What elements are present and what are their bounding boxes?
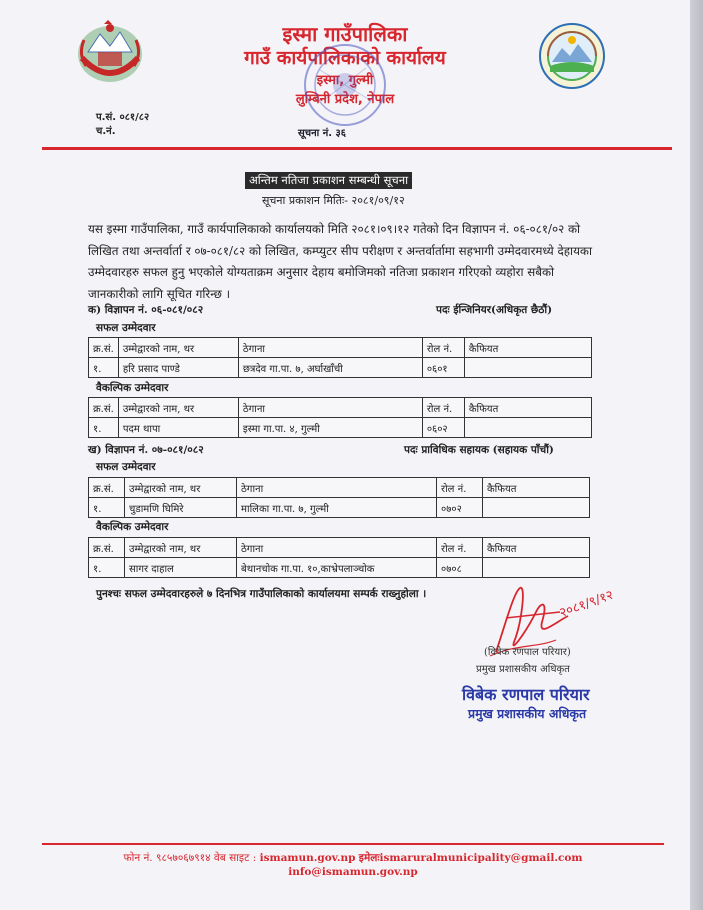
- official-stamp-icon: [300, 40, 390, 130]
- header-sn: क्र.सं.: [89, 338, 119, 358]
- header-roll: रोल नं.: [422, 338, 464, 358]
- dispatch-number: च.नं.: [96, 126, 116, 137]
- signatory-title: प्रमुख प्रशासकीय अधिकृत: [476, 664, 570, 675]
- cell-remarks: [464, 418, 591, 438]
- section-a-post: पदः ईन्जिनियर(अधिकृत छैठौं): [436, 304, 553, 316]
- header-roll: रोल नं.: [422, 398, 464, 418]
- section-b-post: पदः प्राविधिक सहायक (सहायक पाँचौं): [404, 444, 554, 456]
- table-row: [89, 358, 592, 378]
- table-row: [89, 418, 592, 438]
- header-roll: रोल नं.: [437, 538, 483, 558]
- cell-roll: ०६०२: [422, 418, 464, 438]
- section-b-successful-label: सफल उम्मेदवार: [96, 461, 156, 473]
- footer-info-email[interactable]: info@ismamun.gov.np: [288, 866, 418, 878]
- section-a-successful-table: [88, 337, 592, 378]
- nepal-emblem-icon: [74, 18, 146, 86]
- signature-date: २०८१/९/१२: [557, 587, 616, 622]
- footer-divider: [42, 843, 664, 845]
- notice-subject: अन्तिम नतिजा प्रकाशन सम्बन्धी सूचना: [245, 172, 412, 189]
- cell-address: मालिका गा.पा. ७, गुल्मी: [237, 498, 437, 518]
- publish-date: सूचना प्रकाशन मितिः- २०८१/०९/१२: [262, 194, 405, 207]
- office-location: इस्मा, गुल्मी: [316, 73, 374, 88]
- office-province: लुम्बिनी प्रदेश, नेपाल: [295, 92, 395, 107]
- header-remarks: कैफियत: [464, 338, 591, 358]
- cell-remarks: [464, 358, 591, 378]
- header-remarks: कैफियत: [483, 538, 590, 558]
- cell-roll: ०७०८: [437, 558, 483, 578]
- signatory-name-stamp: विबेक रणपाल परियार: [462, 685, 590, 704]
- table-header-row: [89, 538, 590, 558]
- office-name: गाउँ कार्यपालिकाको कार्यालय: [244, 47, 446, 69]
- header-name: उम्मेद्वारको नाम, थर: [125, 478, 237, 498]
- section-b-alternate-table: [88, 537, 590, 578]
- header-address: ठेगाना: [237, 478, 437, 498]
- section-a-alternate-table: [88, 397, 592, 438]
- header-name: उम्मेद्वारको नाम, थर: [118, 338, 238, 358]
- table-row: [89, 558, 590, 578]
- cell-name: सागर दाहाल: [125, 558, 237, 578]
- page-edge-shadow: [690, 0, 703, 910]
- cell-address: बेथानचोक गा.पा. १०,काभ्रेपलाञ्चोक: [237, 558, 437, 578]
- signatory-name: (विवेक रणपाल परियार): [484, 647, 571, 658]
- footer-email[interactable]: इमेलःismaruralmunicipality@gmail.com: [358, 852, 583, 864]
- cell-sn: १.: [89, 558, 125, 578]
- footer-website[interactable]: ismamun.gov.np: [259, 852, 356, 864]
- cell-name: हरि प्रसाद पाण्डे: [118, 358, 238, 378]
- table-header-row: [89, 398, 592, 418]
- header-remarks: कैफियत: [464, 398, 591, 418]
- cell-remarks: [483, 558, 590, 578]
- cell-name: पदम थापा: [118, 418, 238, 438]
- header-roll: रोल नं.: [437, 478, 483, 498]
- cell-sn: १.: [89, 358, 119, 378]
- table-header-row: [89, 478, 590, 498]
- header-divider: [42, 147, 672, 150]
- signatory-title-stamp: प्रमुख प्रशासकीय अधिकृत: [468, 706, 587, 721]
- cell-name: चुडामणि घिमिरे: [125, 498, 237, 518]
- header-address: ठेगाना: [237, 538, 437, 558]
- section-b-successful-table: [88, 477, 590, 518]
- municipality-name: इस्मा गाउँपालिका: [282, 22, 408, 46]
- header-sn: क्र.सं.: [89, 398, 119, 418]
- header-name: उम्मेद्वारको नाम, थर: [118, 398, 238, 418]
- notice-number: सूचना नं. ३६: [298, 128, 346, 139]
- cell-roll: ०७०२: [437, 498, 483, 518]
- header-address: ठेगाना: [238, 338, 422, 358]
- cell-roll: ०६०१: [422, 358, 464, 378]
- table-row: [89, 498, 590, 518]
- header-name: उम्मेद्वारको नाम, थर: [125, 538, 237, 558]
- notice-body: यस इस्मा गाउँपालिका, गाउँ कार्यपालिकाको कार्यालयको मिति २०८१।०९।१२ गतेको दिन विज्ञापन नं. ०६-०८१/०२ को लिखित तथा अन्तर्वार्ता र ०७-०८१/८२ को लिखित, कम्प्युटर सीप परीक्षण र अन्तर्वार्तामा सहभागी उम्मेदवारमध्ये देहायका उम्मेदवारहरु सफल हुनु भएकोले योग्यताक्रम अनुसार देहाय बमोजिमको नतिजा प्रकाशन गरिएको व्यहोरा सबैको जानकारीको लागि सूचित गरिन्छ ।: [88, 222, 593, 301]
- header-address: ठेगाना: [238, 398, 422, 418]
- header-sn: क्र.सं.: [89, 538, 125, 558]
- header-sn: क्र.सं.: [89, 478, 125, 498]
- reference-number: प.सं. ०८१/८२: [96, 112, 150, 123]
- footer-contact-line: [118, 851, 588, 865]
- section-a-successful-label: सफल उम्मेदवार: [96, 322, 156, 334]
- section-a-ad-number: क) विज्ञापन नं. ०६-०८१/०८२: [88, 304, 204, 316]
- section-b-ad-number: ख) विज्ञापन नं. ०७-०८१/०८२: [88, 444, 204, 456]
- table-header-row: [89, 338, 592, 358]
- header-remarks: कैफियत: [483, 478, 590, 498]
- cell-sn: १.: [89, 418, 119, 438]
- section-a-alternate-label: वैकल्पिक उम्मेदवार: [96, 382, 169, 394]
- cell-remarks: [483, 498, 590, 518]
- section-b-alternate-label: वैकल्पिक उम्मेदवार: [96, 521, 169, 533]
- municipality-logo-icon: [538, 22, 606, 90]
- footer-phone: फोन नं. ९८५७०६७९१४ वेब साइट :: [123, 852, 257, 864]
- postscript-note: पुनश्चः सफल उम्मेदवारहरुले ७ दिनभित्र गाउँपालिकाको कार्यालयमा सम्पर्क राख्नुहोला ।: [96, 588, 427, 600]
- cell-address: छत्रदेव गा.पा. ७, अर्घाखाँची: [238, 358, 422, 378]
- cell-sn: १.: [89, 498, 125, 518]
- cell-address: इस्मा गा.पा. ४, गुल्मी: [238, 418, 422, 438]
